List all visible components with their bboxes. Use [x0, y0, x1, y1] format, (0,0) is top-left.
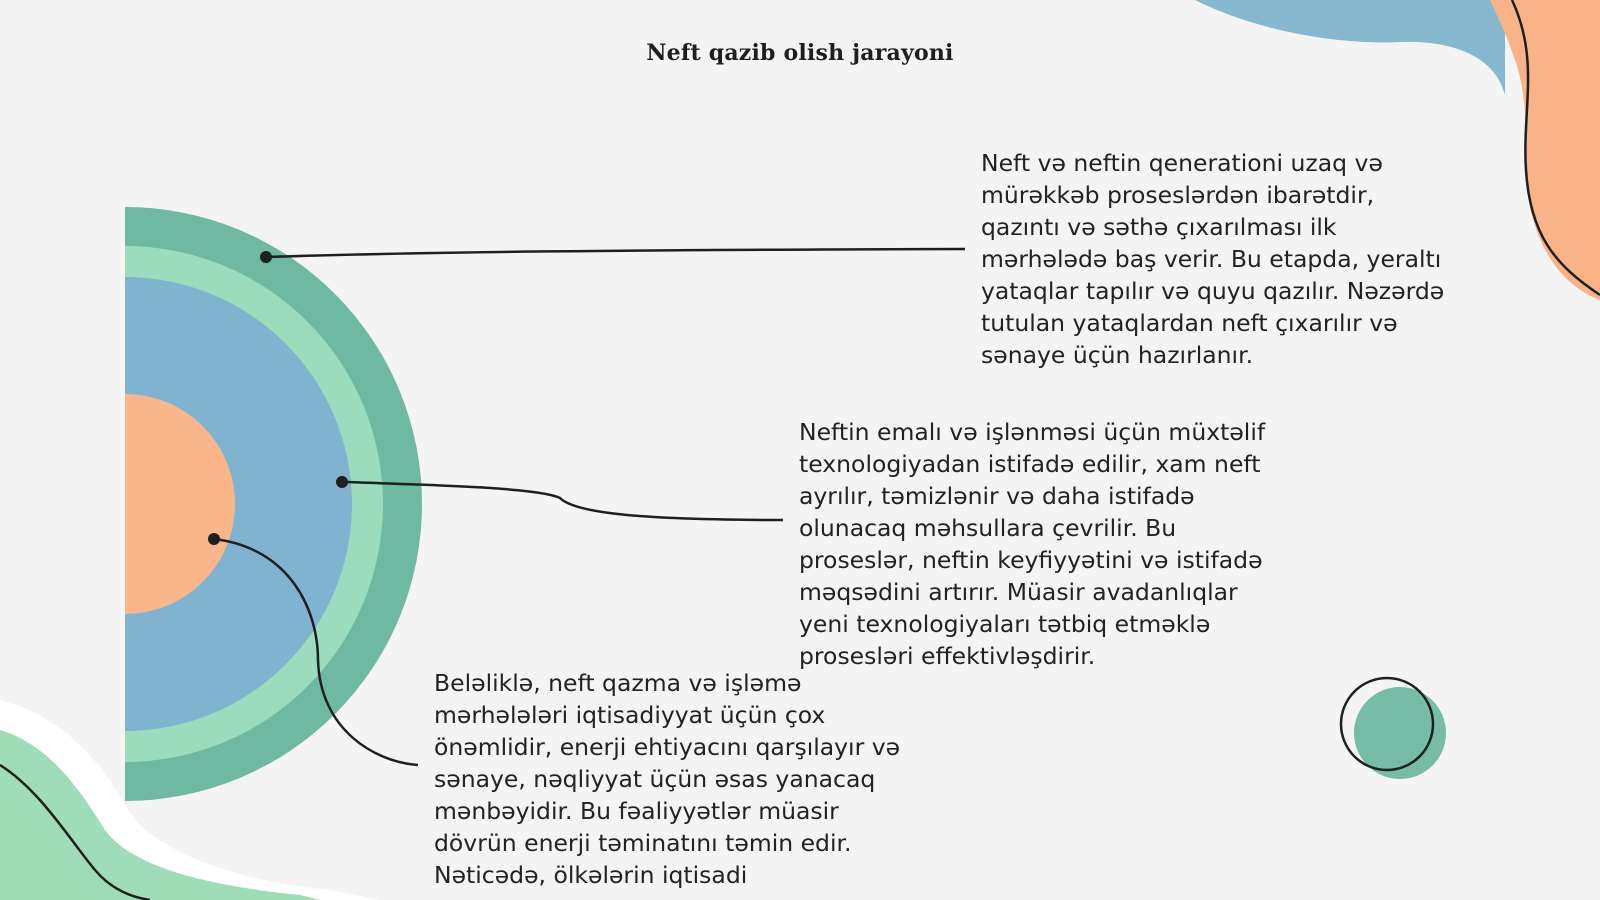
paragraph-processing: Neftin emalı və işlənməsi üçün müxtəlif texnologiyadan istifadə edilir, xam neft ayrılır, təmizlənir və daha istifadə olunacaq məhsullara çevrilir. Bu proseslər, neftin keyfiyyətini və istifadə məqsədini artırır. Müasir avadanlıqlar yeni texnologiyaları tətbiq etməklə prosesləri effektivləşdirir.: [799, 418, 1266, 670]
connector-line-1: [266, 249, 965, 257]
connector-dot-3: [208, 533, 220, 545]
bottom-right-circle-decoration: [1341, 678, 1446, 779]
paragraph-conclusion: Beləliklə, neft qazma və işləmə mərhələləri iqtisadiyyat üçün çox önəmlidir, enerji ehtiyacını qarşılayır və sənaye, nəqliyyat üçün əsas yanacaq mənbəyidir. Bu fəaliyyətlər müasir dövrün enerji təminatını təmin edir. Nəticədə, ölkələrin iqtisadi: [434, 669, 901, 889]
core-disc: [15, 394, 235, 614]
slide-title: Neft qazib olish jarayoni: [646, 40, 954, 66]
concentric-circle-graphic: [0, 207, 422, 801]
paragraph-extraction: Neft və neftin qenerationi uzaq və mürəkkəb proseslərdən ibarətdir, qazıntı və səthə çıxarılması ilk mərhələdə baş verir. Bu etapda, yeraltı yataqlar tapılır və quyu qazılır. Nəzərdə tutulan yataqlardan neft çıxarılır və sənaye üçün hazırlanır.: [981, 149, 1445, 369]
connector-dot-2: [336, 476, 348, 488]
connector-dot-1: [260, 251, 272, 263]
